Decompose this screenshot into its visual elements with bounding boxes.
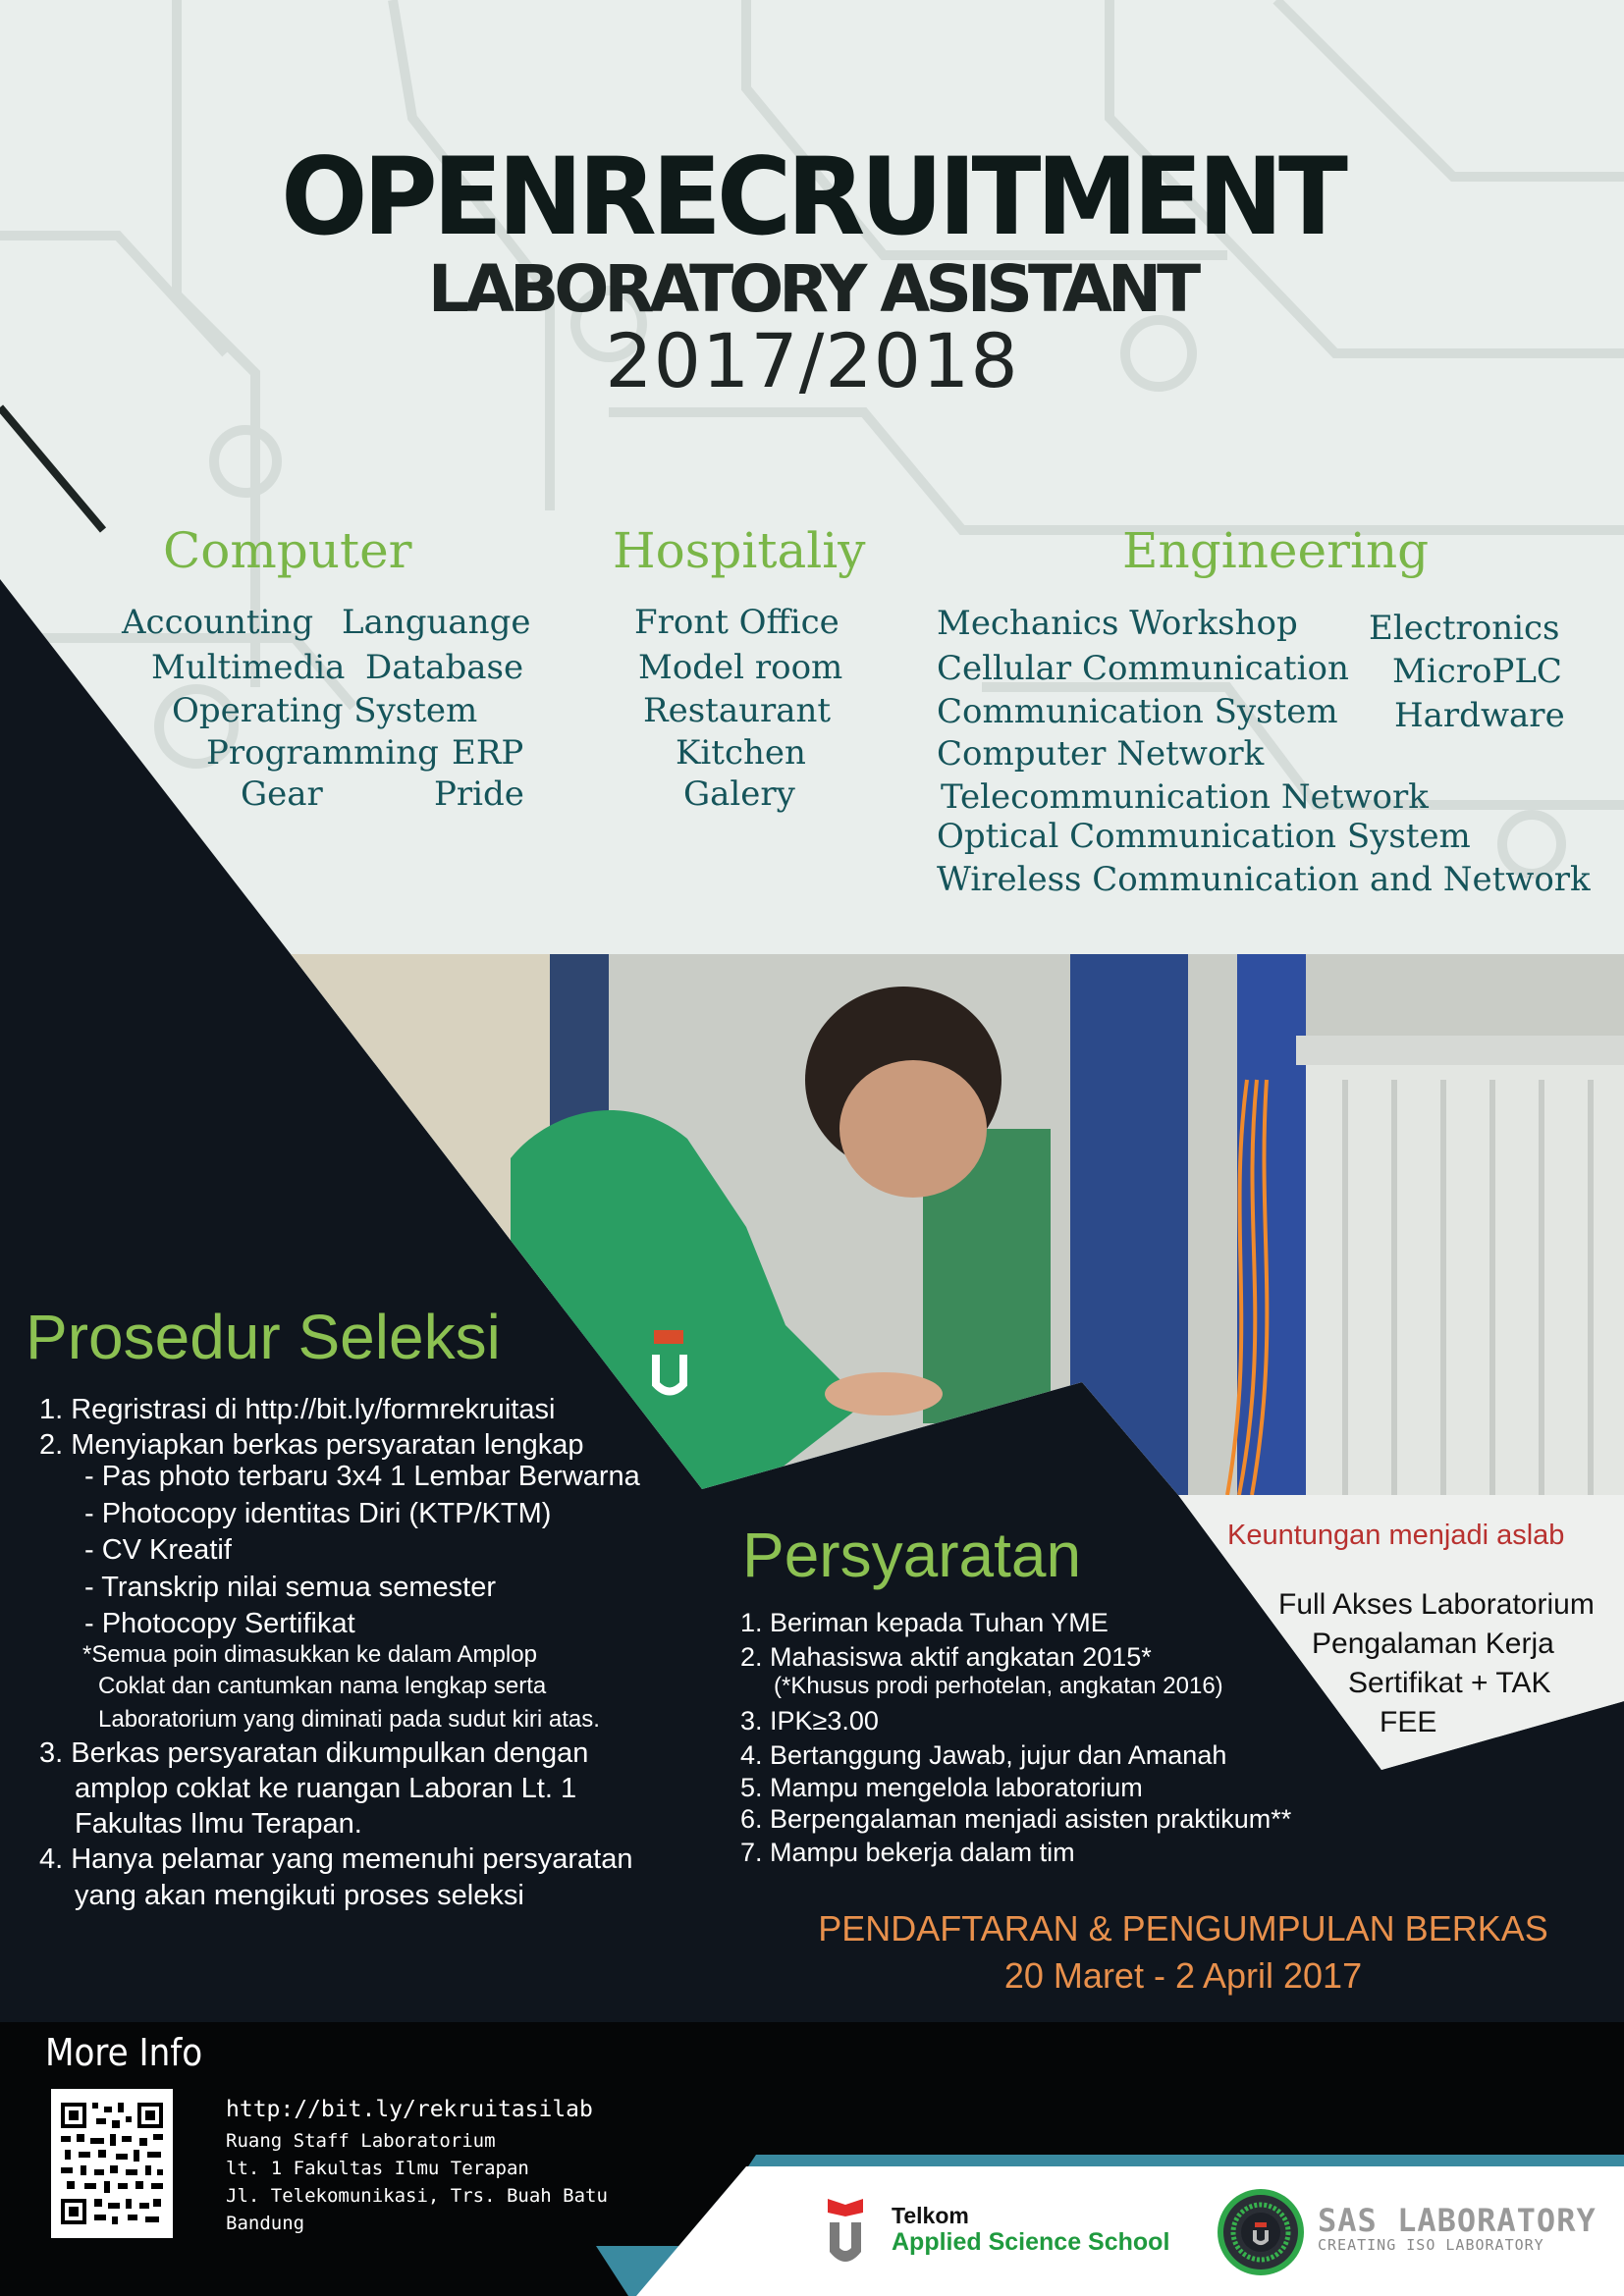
procedure-line: 1. Regristrasi di http://bit.ly/formrekruitasi <box>39 1394 556 1425</box>
engineering-item: Electronics <box>1369 609 1560 648</box>
computer-item: Languange <box>342 603 531 642</box>
year-label: 2017/2018 <box>605 317 1019 404</box>
more-info-heading: More Info <box>45 2031 203 2074</box>
procedure-heading: Prosedur Seleksi <box>26 1302 501 1372</box>
computer-item: Operating System <box>172 691 478 730</box>
requirement-item: 4. Bertanggung Jawab, jujur dan Amanah <box>740 1740 1227 1770</box>
procedure-note: *Semua poin dimasukkan ke dalam Amplop <box>82 1641 537 1668</box>
requirement-item: 6. Berpengalaman menjadi asisten praktikum** <box>740 1804 1292 1834</box>
engineering-item: Communication System <box>937 692 1338 731</box>
procedure-line: 4. Hanya pelamar yang memenuhi persyaratan <box>39 1843 633 1875</box>
engineering-item: Hardware <box>1394 696 1565 735</box>
procedure-note: Laboratorium yang diminati pada sudut kiri atas. <box>98 1706 600 1733</box>
page-title: OPENRECRUITMENT <box>281 133 1343 260</box>
procedure-line: - Pas photo terbaru 3x4 1 Lembar Berwarna <box>84 1461 640 1492</box>
computer-item: Gear <box>241 774 323 814</box>
info-link[interactable]: http://bit.ly/rekruitasilab <box>226 2097 593 2122</box>
telkom-logo-icon <box>828 2197 863 2268</box>
procedure-line: 3. Berkas persyaratan dikumpulkan dengan <box>39 1737 589 1769</box>
requirement-item: 3. IPK≥3.00 <box>740 1706 879 1735</box>
computer-item: Accounting <box>122 603 314 642</box>
benefit-item: Full Akses Laboratorium <box>1278 1588 1595 1621</box>
computer-item: Multimedia <box>151 648 346 687</box>
procedure-line: - CV Kreatif <box>84 1534 232 1566</box>
requirement-item: 7. Mampu bekerja dalam tim <box>740 1838 1075 1867</box>
procedure-note: Coklat dan cantumkan nama lengkap serta <box>98 1673 547 1699</box>
address-line: lt. 1 Fakultas Ilmu Terapan <box>226 2158 529 2179</box>
benefits-heading: Keuntungan menjadi aslab <box>1227 1520 1565 1551</box>
engineering-item: MicroPLC <box>1392 652 1562 691</box>
procedure-line: - Photocopy Sertifikat <box>84 1608 355 1639</box>
computer-item: Programming <box>206 733 439 773</box>
sas-logo-line1: SAS LABORATORY <box>1318 2202 1597 2239</box>
requirement-item: 5. Mampu mengelola laboratorium <box>740 1773 1143 1802</box>
telkom-logo-line1: Telkom <box>892 2203 969 2228</box>
engineering-item: Optical Communication System <box>937 817 1471 856</box>
benefit-item: Sertifikat + TAK <box>1348 1667 1551 1699</box>
page-subtitle: LABORATORY ASISTANT <box>427 251 1197 327</box>
sas-logo-line2: CREATING ISO LABORATORY <box>1318 2236 1544 2254</box>
category-engineering-heading: Engineering <box>1122 522 1430 579</box>
computer-item: Pride <box>434 774 524 814</box>
hospitality-item: Front Office <box>634 603 839 642</box>
category-hospitality-heading: Hospitaliy <box>613 522 866 579</box>
procedure-line: 2. Menyiapkan berkas persyaratan lengkap <box>39 1429 584 1461</box>
address-line: Ruang Staff Laboratorium <box>226 2130 496 2152</box>
engineering-item: Cellular Communication <box>937 649 1349 688</box>
engineering-item: Telecommunication Network <box>941 777 1429 817</box>
engineering-item: Wireless Communication and Network <box>937 860 1591 899</box>
hospitality-item: Model room <box>638 648 843 687</box>
qr-code[interactable] <box>51 2089 173 2238</box>
procedure-line: yang akan mengikuti proses seleksi <box>75 1880 524 1911</box>
procedure-line: - Photocopy identitas Diri (KTP/KTM) <box>84 1498 552 1529</box>
registration-dates: 20 Maret - 2 April 2017 <box>1003 1955 1363 1996</box>
procedure-line: amplop coklat ke ruangan Laboran Lt. 1 <box>75 1773 577 1804</box>
computer-item: ERP <box>452 733 524 773</box>
engineering-item: Mechanics Workshop <box>937 604 1298 643</box>
telkom-logo-line2: Applied Science School <box>892 2228 1170 2256</box>
benefit-item: FEE <box>1380 1706 1437 1738</box>
computer-item: Database <box>365 648 524 687</box>
procedure-line: Fakultas Ilmu Terapan. <box>75 1808 362 1840</box>
registration-title: PENDAFTARAN & PENGUMPULAN BERKAS <box>818 1908 1548 1949</box>
requirement-item: 2. Mahasiswa aktif angkatan 2015* <box>740 1642 1152 1672</box>
category-computer-heading: Computer <box>163 522 412 579</box>
sas-gear-icon <box>1214 2185 1308 2279</box>
address-line: Bandung <box>226 2213 305 2234</box>
engineering-item: Computer Network <box>937 734 1265 774</box>
hospitality-item: Galery <box>683 774 795 814</box>
qr-code-icon <box>51 2089 173 2238</box>
benefit-item: Pengalaman Kerja <box>1312 1628 1554 1660</box>
requirement-item: 1. Beriman kepada Tuhan YME <box>740 1608 1109 1637</box>
hospitality-item: Kitchen <box>676 733 806 773</box>
requirement-note: (*Khusus prodi perhotelan, angkatan 2016) <box>774 1673 1223 1699</box>
address-line: Jl. Telekomunikasi, Trs. Buah Batu <box>226 2185 608 2207</box>
requirements-heading: Persyaratan <box>742 1520 1082 1590</box>
hospitality-item: Restaurant <box>643 691 832 730</box>
procedure-line: - Transkrip nilai semua semester <box>84 1572 497 1603</box>
